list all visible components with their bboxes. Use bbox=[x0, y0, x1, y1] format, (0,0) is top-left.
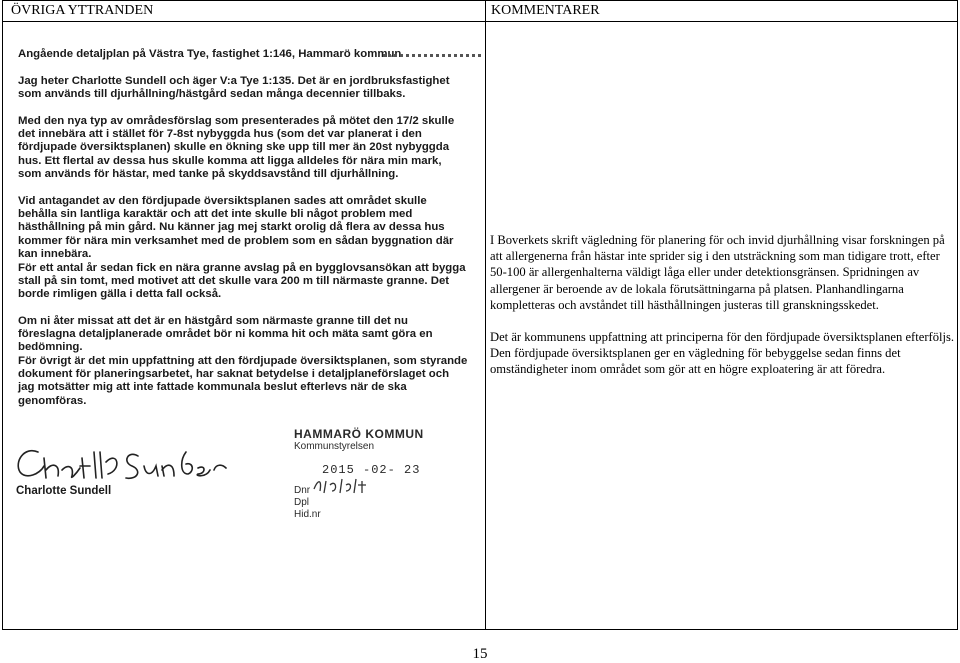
stamp-date: 2015 -02- 23 bbox=[322, 463, 421, 477]
handwritten-signature bbox=[10, 440, 235, 490]
letter-paragraph: Vid antagandet av den fördjupade översiktsplanen sades att området skulle behålla sin lantliga karaktär och att det inte skulle bli något problem med hästhållning på min gård. Nu känner jag mej starkt orolig då flera av dessa hus kommer för nära min verksamhet med de problem som en sådan byggnation där kan innebära. bbox=[18, 195, 454, 260]
page-number: 15 bbox=[472, 646, 488, 662]
letter-paragraph: Jag heter Charlotte Sundell och äger V:a Tye 1:135. Det är en jordbruksfastighet som används till djurhållning/hästgård sedan många decennier tillbaks. bbox=[18, 75, 450, 101]
letter-paragraph: För övrigt är det min uppfattning att den fördjupade översiktsplanen, som styrande dokument för planeringsarbetet, har saknat betydelse i detaljplaneförslaget och jag motsätter mig att inte fattade kommunala beslut efterlevs när de ska genomföras. bbox=[18, 355, 468, 407]
signature-name: Charlotte Sundell bbox=[16, 485, 112, 497]
stamp-field-dnr: Dnr bbox=[294, 485, 311, 496]
stamp-field-hidnr: Hid.nr bbox=[294, 509, 321, 520]
comment-paragraph: Det är kommunens uppfattning att principerna för den fördjupade översiktsplanen efterföljs. Den fördjupade översiktsplanen ger en vägledning för bebyggelse sedan finns det omständigheter inom området som gör att en högre exploatering är att föredra. bbox=[490, 330, 955, 377]
letter-paragraph: Om ni åter missat att det är en hästgård som närmaste granne till det nu föreslagna detaljplanerade området bör ni komma hit och mäta samt göra en bedömning. bbox=[18, 315, 433, 354]
stamp-org: HAMMARÖ KOMMUN bbox=[294, 427, 424, 441]
letter-paragraph: Med den nya typ av områdesförslag som presenterades på mötet den 17/2 skulle det innebära att i stället för 7-8st nybyggda hus (som det var planerat i den fördjupade översiktsplanen) skulle en ökning ske upp till mer än 20st nybyggda hus. Ett flertal av dessa hus skulle komma att ligga alldeles för nära min mark, som används för hästar, med tanke på skyddsavstånd till djurhållning. bbox=[18, 115, 455, 180]
header-ovriga-yttranden: ÖVRIGA YTTRANDEN bbox=[11, 3, 154, 18]
comment-text bbox=[490, 232, 955, 378]
letter-title: Angående detaljplan på Västra Tye, fastighet 1:146, Hammarö kommun bbox=[18, 48, 402, 60]
received-stamp bbox=[292, 425, 462, 525]
dotted-line bbox=[383, 54, 481, 61]
letter-paragraph: För ett antal år sedan fick en nära granne avslag på en bygglovsansökan att bygga stall på sin tomt, med motivet att det skulle vara 200 m till närmaste granne. Det borde rimligen gälla i detta fall också. bbox=[18, 262, 466, 301]
stamp-dept: Kommunstyrelsen bbox=[294, 441, 375, 452]
comment-paragraph: I Boverkets skrift vägledning för planering för och invid djurhållning visar forskningen på att allergenerna från hästar inte sprider sig i den utsträckning som man tidigare trott, efter 50-100 är allergenhalterna väldigt låga eller under detektionsgränsen. Spridningen av allergener är beroende av de lokala förutsättningarna på platsen. Planhandlingarna kompletteras och avståndet till hästhållningen justeras till granskningsskedet. bbox=[490, 233, 945, 312]
handwritten-note bbox=[312, 475, 372, 495]
stamp-field-dpl: Dpl bbox=[294, 497, 310, 508]
header-divider bbox=[3, 21, 957, 22]
column-divider bbox=[485, 1, 486, 630]
header-kommentarer: KOMMENTARER bbox=[491, 3, 600, 18]
